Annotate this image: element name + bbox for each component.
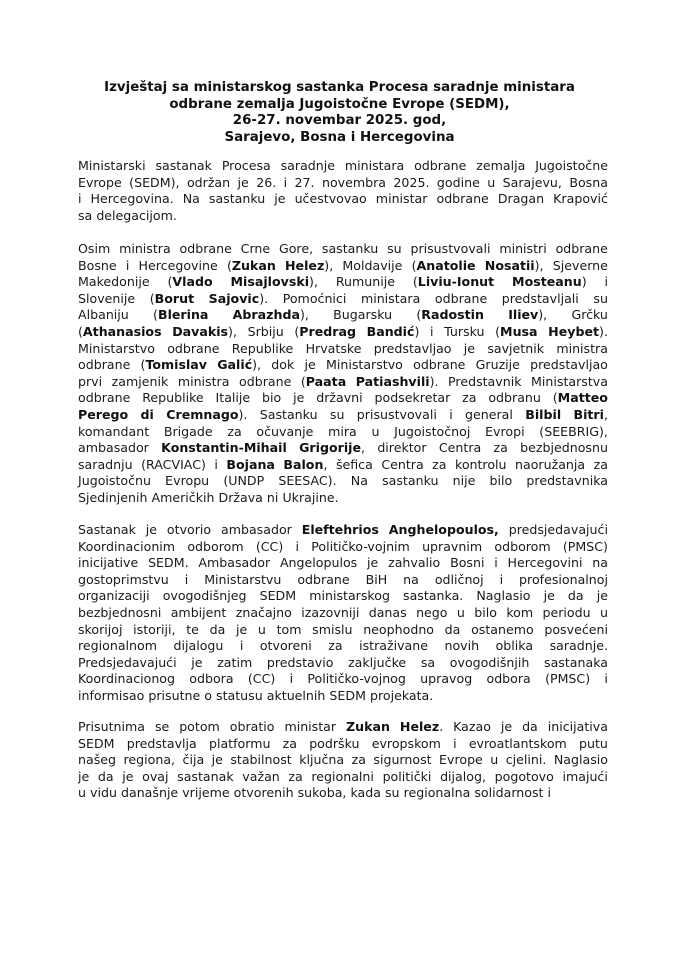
text-line: našeg regiona, čija je stabilnost ključna za sigurnost Evrope u cjelini. Naglasio [78,752,608,768]
bold-name: Tomislav [145,357,207,373]
text-line: (Athanasios Davakis), Srbiju (Predrag Bandić) i Tursku (Musa Heybet). [78,323,608,339]
title-line: odbrane zemalja Jugoistočne Evrope (SEDM), [169,96,510,112]
bold-name: Zukan [346,719,390,734]
bold-name: Vlado [172,274,213,290]
bold-name: Grigorije [299,440,361,456]
bold-name: Predrag [299,323,356,339]
text-line: prvi zamjenik ministra odbrane (Paata Patiashvili). Predstavnik Ministarstva [78,373,608,389]
text-line: komandant Brigade za očuvanje mira u Jugoistočnoj Evropi (SEEBRIG), [78,423,608,439]
text-line: Predsjedavajući je zatim predstavio zaključke sa ovogodišnjih sastanaka [78,654,608,670]
text-line: Sastanak je otvorio ambasador Eleftehrios Anghelopoulos, predsjedavajući [78,522,608,537]
bold-name: Eleftehrios [301,522,379,537]
bold-name: Balon [283,456,324,472]
title-line: 26-27. novembar 2025. god, [232,113,447,128]
bold-name: Galić [217,357,253,373]
paragraph [78,241,608,507]
text-line: SEDM predstavlja platformu za podršku evropskom i evroatlantskom putu [78,735,608,751]
bold-name: Sajovic [208,290,260,306]
bold-name: Liviu-Ionut [417,274,495,290]
text-line: Slovenije (Borut Sajovic). Pomoćnici ministara odbrane predstavljali su [78,290,608,306]
paragraph [78,522,608,705]
text-line: Evrope (SEDM), održan je 26. i 27. novembra 2025. godine u Sarajevu, Bosna [78,174,608,190]
text-line: Osim ministra odbrane Crne Gore, sastanku su prisustvovali ministri odbrane [78,241,608,256]
bold-name: Bilbil [525,406,562,422]
paragraph [78,719,608,802]
bold-name: Anghelopoulos, [388,522,499,537]
bold-name: Mosteanu [512,274,582,290]
text-line: je da je ovaj sastanak važan za regionalni politički dijalog, pogotovo imajući [78,768,608,784]
text-line: odbrane Republike Italije bio je državni podsekretar za odbranu (Matteo [78,390,608,406]
bold-name: Bitri [573,406,604,422]
bold-name: Helez [285,257,325,273]
text-line: Koordinacionog odbora (CC) i Političko-vojnog upravog odbora (PMSC) i [78,671,608,687]
bold-name: Radostin [421,307,484,323]
bold-name: Athanasios [82,323,162,339]
bold-name: Davakis [172,323,229,339]
text-line: Albaniju (Blerina Abrazhda), Bugarsku (Radostin Iliev), Grčku [78,307,608,323]
text-line: skorijoj istoriji, te da je u tom smislu neophodno da ostanemo posvećeni [78,621,608,637]
text-line: organizaciji ovogodišnjeg SEDM ministarskog sastanka. Naglasio je da je [78,588,608,604]
bold-name: Bandić [366,323,415,339]
bold-name: Zukan [231,257,276,273]
bold-name: di [140,406,154,422]
text-line: Makedonije (Vlado Misajlovski), Rumunije (Liviu-Ionut Mosteanu) i [78,274,608,290]
text-line: ambasador Konstantin-Mihail Grigorije, direktor Centra za bezbjednosnu [78,440,608,456]
title-line: Sarajevo, Bosna i Hercegovina [224,129,455,145]
text-line: Bosne i Hercegovine (Zukan Helez), Moldavije (Anatolie Nosatii), Sjeverne [78,257,608,273]
bold-name: Musa [500,323,538,339]
bold-name: Paata [305,373,347,389]
text-line: informisao prisutne o statusu aktuelnih SEDM projekata. [78,687,434,703]
text-line: Ministarski sastanak Procesa saradnje ministara odbrane zemalja Jugoistočne [78,158,608,173]
text-line: odbrane (Tomislav Galić), dok je Ministarstvo odbrane Gruzije predstavljao [78,357,608,373]
text-line: regionalnom dijalogu i otvoreni za istraživane novih oblika saradnje. [78,638,608,654]
document-title [0,80,679,146]
bold-name: Helez [399,719,440,734]
text-line: inicijative SEDM. Ambasador Angelopulos je zahvalio Bosni i Hercegovini na [78,555,608,571]
text-line: sa delegacijom. [78,207,177,223]
paragraph [78,158,608,224]
text-line: Sjedinjenih Američkih Država ni Ukrajine. [78,489,339,505]
bold-name: Matteo [557,390,608,406]
text-line: i Hercegovina. Na sastanku je učestvovao ministar odbrane Dragan Krapović [78,191,608,207]
bold-name: Konstantin-Mihail [161,440,287,456]
bold-name: Cremnago [166,406,239,422]
bold-name: Anatolie [416,257,476,273]
text-line: u vidu današnje vrijeme otvorenih sukoba, kada su regionalna solidarnost i [78,785,552,801]
bold-name: Iliev [508,307,539,323]
bold-name: Perego [78,406,129,422]
text-line: bezbjednosni ambijent značajno izazovniji danas nego u bilo kom periodu u [78,604,608,620]
bold-name: Nosatii [484,257,535,273]
bold-name: Patiashvili [355,373,430,389]
bold-name: Borut [154,290,195,306]
text-line: Jugoistočnu Evropu (UNDP SEESAC). Na sastanku nije bilo predstavnika [78,473,608,489]
text-line: gostoprimstvu i Ministarstvu odbrane BiH na odličnoj i profesionalnoj [78,571,608,587]
text-line: Ministarstvo odbrane Republike Hrvatske predstavljao je savjetnik ministra [78,340,608,356]
bold-name: Abrazhda [232,307,300,323]
bold-name: Bojana [226,456,275,472]
bold-name: Heybet [548,323,600,339]
text-line: Perego di Cremnago). Sastanku su prisustvovali i general Bilbil Bitri, [78,406,608,422]
bold-name: Blerina [157,307,209,323]
text-line: saradnju (RACVIAC) i Bojana Balon, šefica Centra za kontrolu naoružanja za [78,456,608,472]
title-line: Izvještaj sa ministarskog sastanka Procesa saradnje ministara [104,80,575,95]
bold-name: Misajlovski [230,274,310,290]
text-line: Koordinacionim odborom (CC) i Političko-vojnim upravnim odborom (PMSC) [78,538,608,554]
text-line: Prisutnima se potom obratio ministar Zukan Helez. Kazao je da inicijativa [78,719,608,734]
